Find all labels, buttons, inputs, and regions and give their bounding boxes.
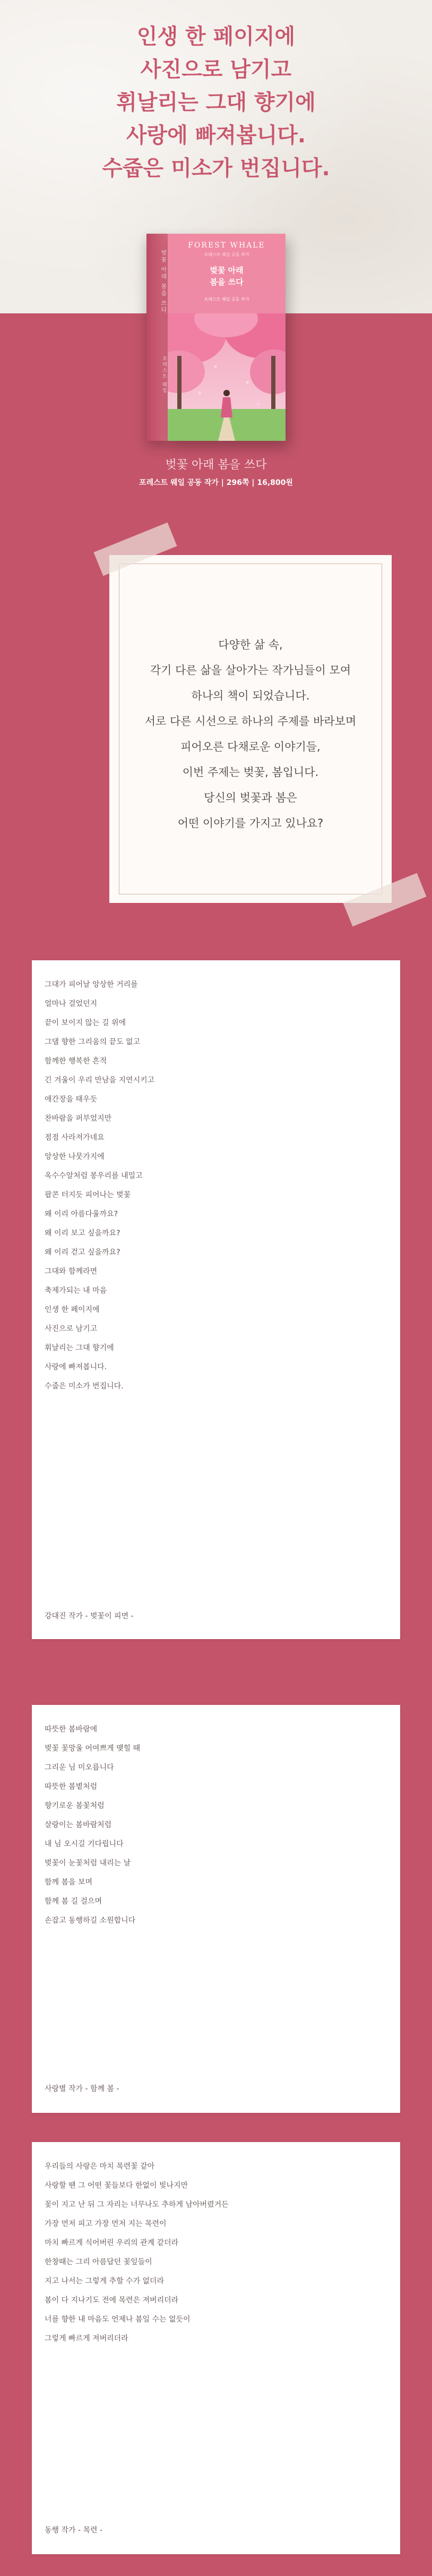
intro-line: 이번 주제는 벚꽃, 봄입니다. xyxy=(182,766,319,779)
poem-line: 향기로운 봄꽃처럼 xyxy=(45,1802,105,1810)
poem-line: 따뜻한 봄바람에 xyxy=(45,1725,98,1734)
intro-line: 각기 다른 삶을 살아가는 작가님들이 모여 xyxy=(150,664,351,677)
poem-line: 함께 봄을 보며 xyxy=(45,1878,93,1887)
intro-line: 당신의 벚꽃과 봄은 xyxy=(204,791,297,804)
cover-title-line: 벚꽃 아래 xyxy=(210,266,244,275)
poem-text xyxy=(45,975,154,1396)
headline-line: 사랑에 빠져봅니다. xyxy=(126,123,306,148)
poem-credit: 사랑별 작가 - 함께 봄 - xyxy=(45,2085,119,2093)
intro-line: 어떤 이야기를 가지고 있나요? xyxy=(177,817,324,830)
spine-publisher: 포레스트 웨일 xyxy=(161,356,167,394)
intro-text xyxy=(109,632,392,836)
cover-title xyxy=(168,265,286,288)
headline-line: 휘날리는 그대 향기에 xyxy=(116,90,316,115)
poem-line: 인생 한 페이지에 xyxy=(45,1306,100,1314)
poem-line: 그리운 님 미오릅니다 xyxy=(45,1763,114,1772)
poem-line: 그댈 향한 그리움의 끝도 없고 xyxy=(45,1038,141,1046)
poem-credit: 동행 작가 - 목련 - xyxy=(45,2526,103,2535)
poem-line: 벚꽃 꽃망울 어여쁘게 맺힐 때 xyxy=(45,1744,141,1753)
book-spine xyxy=(146,234,168,441)
poem-line: 점점 사라져가네요 xyxy=(45,1133,105,1142)
poem-line: 왜 이리 걷고 싶을까요? xyxy=(45,1248,120,1257)
hero-headline xyxy=(0,20,432,185)
poem-line: 봄이 다 지나기도 전에 목련은 져버리더라 xyxy=(45,2296,179,2305)
book-meta: 포레스트 웨일 공동 작가 | 296쪽 | 16,800원 xyxy=(139,479,293,487)
cover-author: 포레스트 웨일 공동 작가 xyxy=(204,297,249,302)
poem-line: 얼마나 걸었던지 xyxy=(45,1000,98,1008)
poem-line: 앙상한 나뭇가지에 xyxy=(45,1153,105,1161)
poem-line: 그대와 함께라면 xyxy=(45,1267,98,1276)
headline-line: 수줍은 미소가 번집니다. xyxy=(102,156,330,181)
poem-line: 꽃이 지고 난 뒤 그 자리는 너무나도 추하게 남아버렸거든 xyxy=(45,2200,229,2209)
intro-line: 서로 다른 시선으로 하나의 주제를 바라보며 xyxy=(144,715,357,728)
poem-line: 따뜻한 봄볕처럼 xyxy=(45,1782,98,1791)
poem-line: 살랑이는 봄바람처럼 xyxy=(45,1821,112,1829)
poem-line: 마치 빠르게 식어버린 우리의 관계 같더라 xyxy=(45,2239,179,2247)
poem-line: 가장 먼저 피고 가장 먼저 지는 목련이 xyxy=(45,2220,167,2228)
poem-line: 사랑에 빠져봅니다. xyxy=(45,1363,107,1371)
poem-credit: 강대진 작가 - 벚꽃이 피면 - xyxy=(45,1612,134,1620)
intro-line: 하나의 책이 되었습니다. xyxy=(191,689,310,702)
cover-series: 포레스트 웨일 공동 작가 xyxy=(204,252,249,257)
poem-text xyxy=(45,1720,140,1930)
poem-line: 애간장을 태우듯 xyxy=(45,1095,98,1104)
cover-brand: FOREST WHALE xyxy=(188,241,265,250)
book-image xyxy=(146,234,286,441)
book-cover xyxy=(168,234,286,441)
poem-line: 벚꽃이 눈꽃처럼 내리는 날 xyxy=(45,1859,131,1867)
cherry-blossom-illustration xyxy=(168,313,286,441)
intro-line: 다양한 삶 속, xyxy=(218,638,283,651)
poem-line: 축제가되는 내 마음 xyxy=(45,1286,107,1295)
poem-line: 옥수수알처럼 봉우리를 내밀고 xyxy=(45,1172,143,1180)
headline-line: 사진으로 남기고 xyxy=(140,57,292,82)
poem-line: 사랑할 땐 그 어떤 꽃들보다 한없이 빛나지만 xyxy=(45,2181,188,2190)
poem-line: 끝이 보이지 않는 길 위에 xyxy=(45,1019,126,1027)
poem-line: 손잡고 동행하길 소원합니다 xyxy=(45,1916,136,1925)
poem-line: 왜 이리 보고 싶을까요? xyxy=(45,1229,120,1238)
poem-line: 긴 겨울이 우리 만남을 지연시키고 xyxy=(45,1076,155,1085)
poem-line: 내 님 오시길 기다립니다 xyxy=(45,1840,124,1848)
poem-line: 함께한 행복한 흔적 xyxy=(45,1057,107,1065)
poem-line: 함께 봄 길 걸으며 xyxy=(45,1897,102,1906)
cover-header xyxy=(168,234,286,313)
poem-line: 지고 나서는 그렇게 추할 수가 없더라 xyxy=(45,2277,165,2285)
poem-line: 우리들의 사랑은 마치 목련꽃 같아 xyxy=(45,2162,155,2171)
poem-line: 왜 이리 아름다울까요? xyxy=(45,1210,118,1218)
poem-line: 수줍은 미소가 번집니다. xyxy=(45,1382,124,1391)
poem-line: 휘날리는 그대 향기에 xyxy=(45,1344,114,1352)
poem-card xyxy=(32,960,400,1639)
poem-line: 너를 향한 내 마음도 언제나 봄일 수는 없듯이 xyxy=(45,2315,191,2324)
poem-text xyxy=(45,2157,229,2348)
intro-line: 피어오른 다채로운 이야기들, xyxy=(180,740,321,753)
poem-line: 그대가 피어날 앙상한 거리를 xyxy=(45,980,138,989)
poem-line: 사진으로 남기고 xyxy=(45,1325,98,1333)
poem-card xyxy=(32,2142,400,2554)
book-title: 벚꽃 아래 봄을 쓰다 xyxy=(165,458,267,472)
poem-line: 한창때는 그리 아름답던 꽃잎들이 xyxy=(45,2258,152,2266)
spine-title: 벚꽃 아래 봄을 쓰다 xyxy=(160,250,167,314)
cover-title-line: 봄을 쓰다 xyxy=(210,277,244,287)
poem-card xyxy=(32,1705,400,2113)
poem-line: 찬바람을 퍼부었지만 xyxy=(45,1114,112,1123)
intro-card xyxy=(109,555,392,903)
poem-line: 팝콘 터지듯 피어나는 벚꽃 xyxy=(45,1191,131,1199)
poem-line: 그렇게 빠르게 져버리더라 xyxy=(45,2334,128,2343)
headline-line: 인생 한 페이지에 xyxy=(136,24,296,49)
